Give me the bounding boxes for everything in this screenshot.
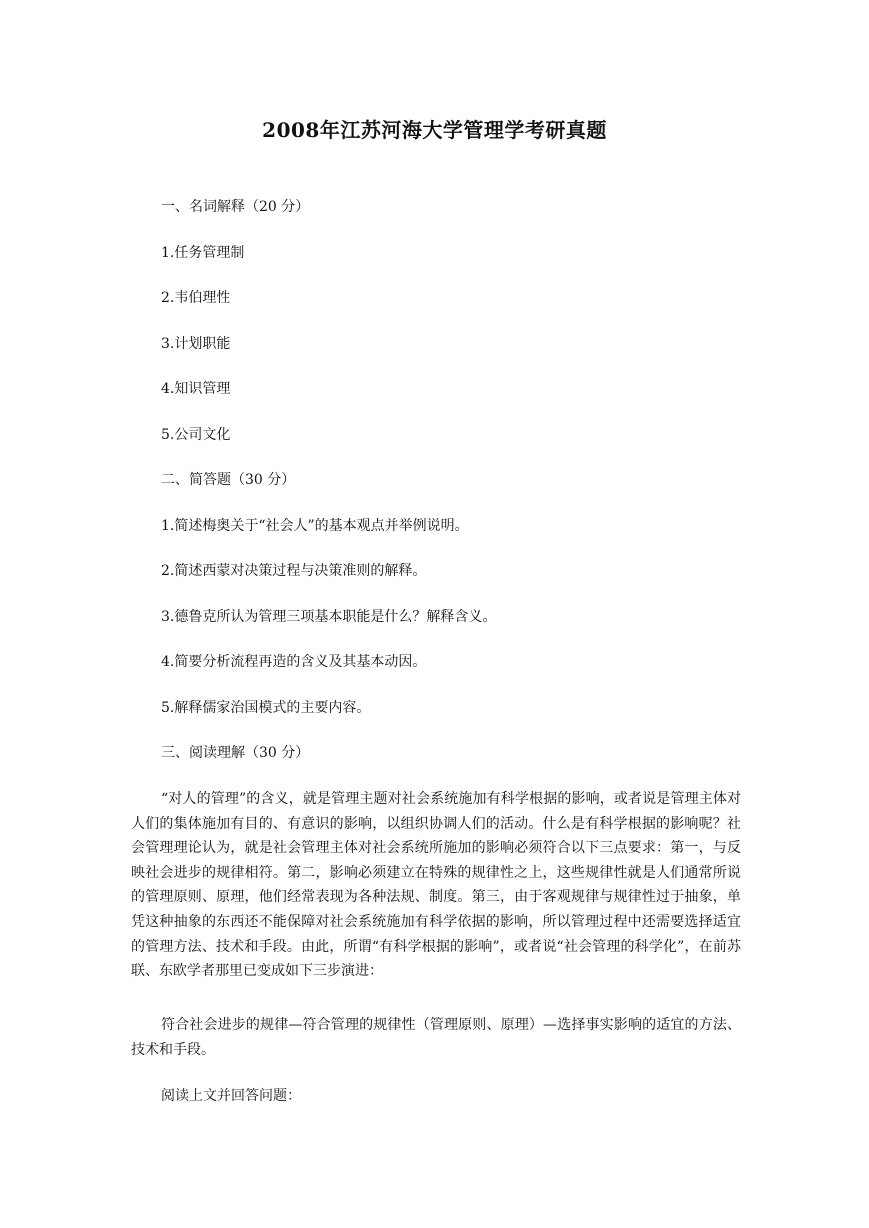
list-item: 3.计划职能 (161, 336, 231, 352)
reading-paragraph-2: 符合社会进步的规律—符合管理的规律性（管理原则、原理）—选择事实影响的适宜的方法、技术和手段。 (131, 1017, 741, 1058)
section-heading-terms: 一、名词解释（20 分） (161, 199, 310, 215)
list-item: 4.知识管理 (161, 381, 231, 397)
reading-instruction: 阅读上文并回答问题： (161, 1088, 301, 1104)
list-item: 1.任务管理制 (161, 245, 245, 261)
list-item: 5.解释儒家治国模式的主要内容。 (161, 700, 371, 716)
list-item: 4.简要分析流程再造的含义及其基本动因。 (161, 654, 427, 670)
list-item: 2.韦伯理性 (161, 290, 231, 306)
list-item: 5.公司文化 (161, 427, 231, 443)
section-heading-reading: 三、阅读理解（30 分） (161, 745, 310, 761)
section-heading-short-answer: 二、简答题（30 分） (161, 472, 296, 488)
list-item: 3.德鲁克所认为管理三项基本职能是什么？解释含义。 (161, 609, 497, 625)
list-item: 2.简述西蒙对决策过程与决策准则的解释。 (161, 563, 427, 579)
list-item: 1.简述梅奥关于“社会人”的基本观点并举例说明。 (161, 518, 469, 534)
reading-paragraph: “对人的管理”的含义，就是管理主题对社会系统施加有科学根据的影响，或者说是管理主体对人们的集体施加有目的、有意识的影响，以组织协调人们的活动。什么是有科学根据的影响呢？社会管理理论认为，就是社会管理主体对社会系统所施加的影响必须符合以下三点要求：第一，与反映社会进步的规律相符。第二，影响必须建立在特殊的规律性之上，这些规律性就是人们通常所说的管理原则、原理，他们经常表现为各种法规、制度。第三，由于客观规律与规律性过于抽象，单凭这种抽象的东西还不能保障对社会系统施加有科学依据的影响，所以管理过程中还需要选择适宜的管理方法、技术和手段。由此，所谓“有科学根据的影响”，或者说“社会管理的科学化”，在前苏联、东欧学者那里已变成如下三步演进： (131, 791, 741, 980)
page-title: 2008年江苏河海大学管理学考研真题 (262, 118, 607, 142)
